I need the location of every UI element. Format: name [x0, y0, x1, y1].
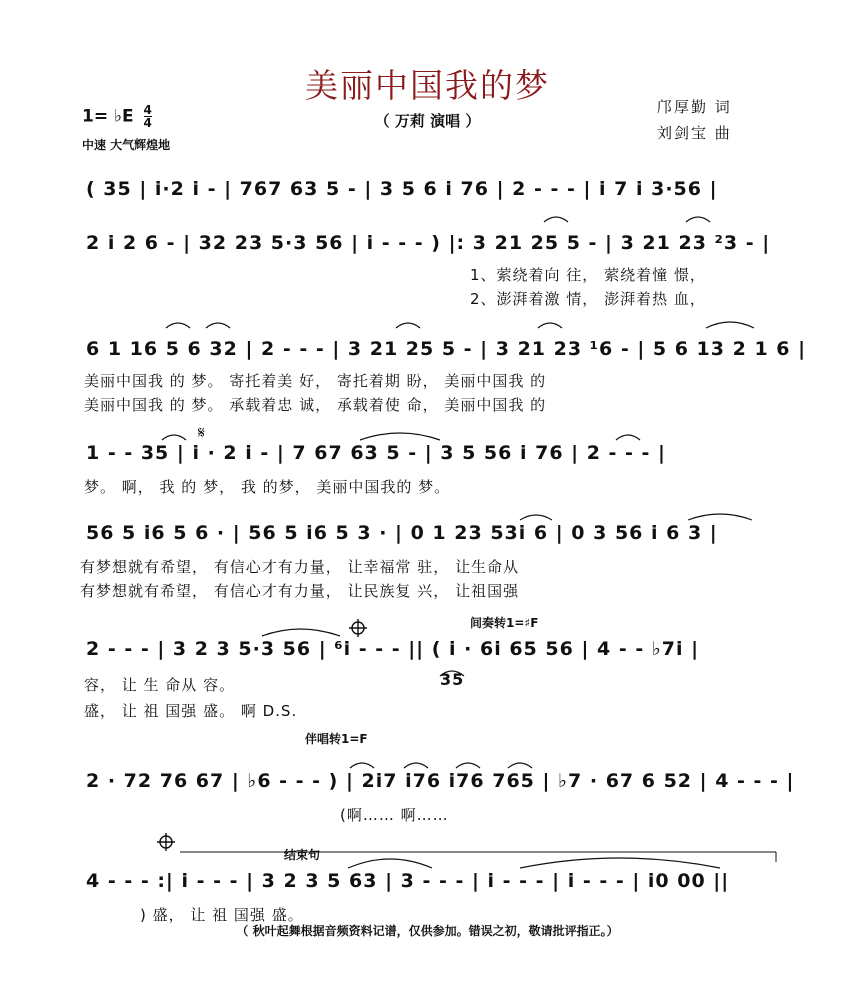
ending-label: 结束句 — [284, 848, 321, 862]
slur-mark — [360, 433, 440, 440]
notation-row-8: 4 - - - :| i - - - | 3 2 3 5 63 | 3 - - - | i - - - | i - - - | i0 00 || — [86, 870, 730, 892]
lyric-row-2-verse-1: 1、萦绕着向 往， 萦绕着憧 憬， — [470, 266, 706, 284]
notation-row-4: 1 - - 35 | i · 2 i - | 7 67 63 5 - | 3 5 56 i 76 | 2 - - - | — [86, 442, 666, 464]
slur-mark — [440, 671, 464, 676]
singer-credit: （ 万莉 演唱 ） — [374, 112, 481, 130]
notation-row-5: 56 5 i6 5 6 · | 56 5 i6 5 3 · | 0 1 23 53i 6 | 0 3 56 i 6 3 | — [86, 522, 718, 544]
footer-note: （ 秋叶起舞根据音频资料记谱，仅供参加。错误之初，敬请批评指正。） — [236, 924, 619, 938]
slur-mark — [688, 514, 752, 520]
tie-mark — [348, 859, 432, 868]
segno-icon: 𝄋 — [198, 423, 205, 442]
slur-mark — [616, 435, 640, 440]
inline-notes: 35 — [440, 670, 465, 689]
slur-mark — [396, 323, 420, 328]
slur-mark — [686, 217, 710, 222]
slur-mark — [544, 217, 568, 222]
tie-mark — [520, 858, 720, 868]
composer-credit: 刘剑宝 曲 — [657, 124, 732, 142]
slur-mark — [206, 323, 230, 328]
notation-row-2: 2 i 2 6 - | 32 23 5·3 56 | i - - - ) |: 3 21 25 5 - | 3 21 23 ²3 - | — [86, 232, 771, 254]
notation-row-7: 2 · 72 76 67 | ♭6 - - - ) | 2i7 i76 i76 765 | ♭7 · 67 6 52 | 4 - - - | — [86, 770, 795, 792]
song-title: 美丽中国我的梦 — [305, 66, 550, 105]
lyric-row-2-verse-2: 2、澎湃着激 情， 澎湃着热 血， — [470, 290, 706, 308]
notation-row-3: 6 1 16 5 6 32 | 2 - - - | 3 21 25 5 - | 3 21 23 ¹6 - | 5 6 13 2 1 6 | — [86, 338, 807, 360]
slur-mark — [262, 629, 340, 636]
notation-row-6: 2 - - - | 3 2 3 5·3 56 | ⁶i - - - || ( i · 6i 65 56 | 4 - - ♭7i | — [86, 638, 700, 660]
lyric-row-6-verse-2: 盛， 让 祖 国强 盛。 啊 D.S. — [84, 702, 298, 720]
lyricist-credit: 邝厚勤 词 — [657, 98, 732, 116]
lyric-row-3-verse-2: 美丽中国我 的 梦。 承载着忠 诚， 承载着使 命， 美丽中国我 的 — [84, 396, 547, 414]
lyric-row-5-verse-2: 有梦想就有希望， 有信心才有力量， 让民族复 兴， 让祖国强 — [80, 582, 520, 600]
triplet-slur — [350, 763, 374, 768]
time-denominator: 4 — [143, 116, 152, 130]
triplet-slur — [456, 763, 480, 768]
slur-mark — [166, 323, 190, 328]
triplet-slur — [508, 763, 532, 768]
notation-row-1: ( 35 | i·2 i - | 767 63 5 - | 3 5 6 i 76 | 2 - - - | i 7 i 3·56 | — [86, 178, 718, 200]
time-numerator: 4 — [143, 103, 152, 117]
key-label: 1= ♭E — [82, 106, 134, 127]
interlude-transpose-label: 间奏转1=♯F — [470, 616, 539, 630]
slur-mark — [538, 323, 562, 328]
lyric-row-5-verse-1: 有梦想就有希望， 有信心才有力量， 让幸福常 驻， 让生命从 — [80, 558, 520, 576]
tempo-marking: 中速 大气辉煌地 — [82, 138, 171, 152]
lyric-row-3-verse-1: 美丽中国我 的 梦。 寄托着美 好， 寄托着期 盼， 美丽中国我 的 — [84, 372, 547, 390]
lyric-row-4: 梦。 啊， 我 的 梦， 我 的梦， 美丽中国我的 梦。 — [84, 478, 451, 496]
backing-transpose-label: 伴唱转1=F — [305, 732, 368, 746]
lyric-row-7: (啊…… 啊…… — [340, 806, 449, 824]
slur-mark — [706, 322, 754, 328]
triplet-slur — [404, 763, 428, 768]
slur-mark — [520, 515, 552, 520]
coda-icon-ending — [157, 833, 175, 851]
coda-icon — [349, 619, 367, 637]
lyric-row-8: ) 盛， 让 祖 国强 盛。 — [140, 906, 304, 924]
lyric-row-6-verse-1: 容， 让 生 命从 容。 — [84, 676, 236, 694]
slur-mark — [162, 435, 186, 440]
